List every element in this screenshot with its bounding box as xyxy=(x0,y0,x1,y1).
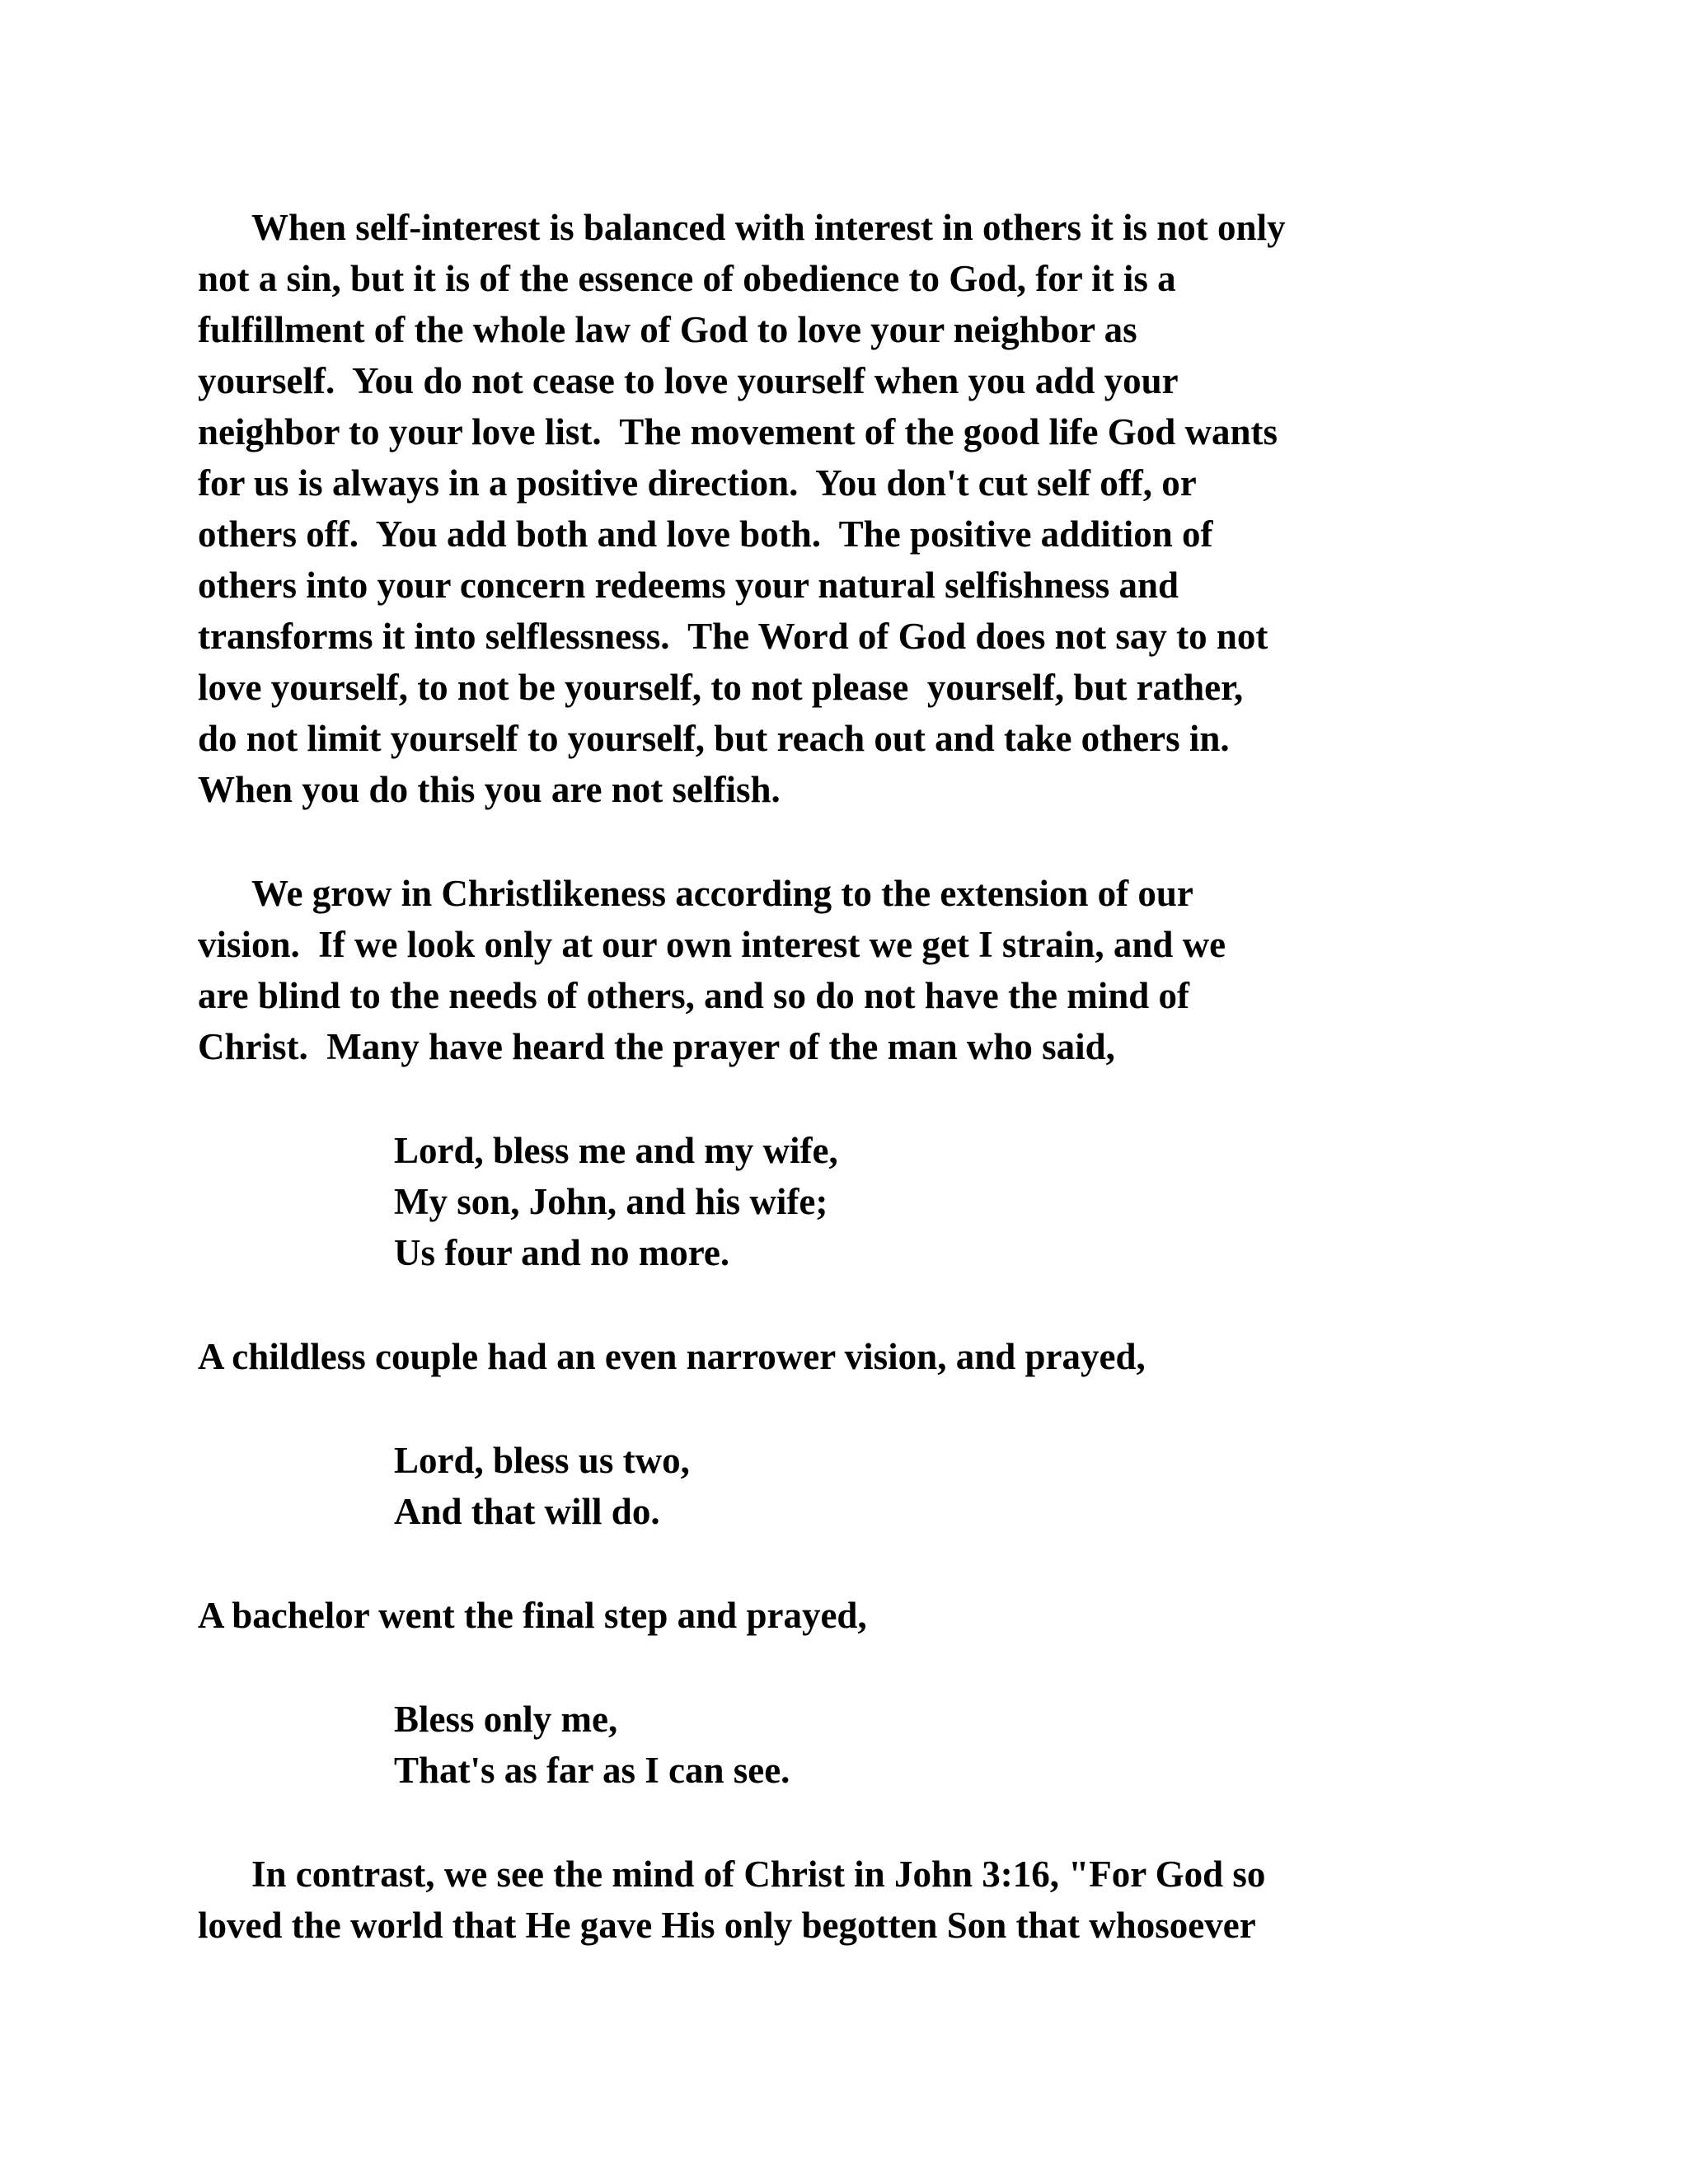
paragraph-2-line: vision. If we look only at our own interest we get I strain, and we xyxy=(198,924,1226,965)
paragraph-1-line: neighbor to your love list. The movement of the good life God wants xyxy=(198,411,1278,452)
childless-couple-line: A childless couple had an even narrower vision, and prayed, xyxy=(198,1336,1146,1377)
verse-1-line: My son, John, and his wife; xyxy=(394,1181,828,1222)
paragraph-3-line: loved the world that He gave His only begotten Son that whosoever xyxy=(198,1905,1256,1946)
paragraph-2-line: are blind to the needs of others, and so do not have the mind of xyxy=(198,975,1190,1016)
verse-2-line: Lord, bless us two, xyxy=(394,1440,690,1481)
paragraph-1-line: for us is always in a positive direction. You don't cut self off, or xyxy=(198,462,1197,504)
paragraph-1-line: love yourself, to not be yourself, to not please yourself, but rather, xyxy=(198,667,1244,708)
verse-1-line: Lord, bless me and my wife, xyxy=(394,1130,838,1171)
paragraph-1-line: others off. You add both and love both. The positive addition of xyxy=(198,513,1213,555)
paragraph-1-line: yourself. You do not cease to love yourself when you add your xyxy=(198,360,1179,401)
paragraph-1-line: fulfillment of the whole law of God to love your neighbor as xyxy=(198,309,1137,350)
paragraph-2-line: We grow in Christlikeness according to the extension of our xyxy=(251,873,1193,914)
paragraph-1-line: transforms it into selflessness. The Word of God does not say to not xyxy=(198,616,1268,657)
bachelor-line: A bachelor went the final step and prayed, xyxy=(198,1595,867,1636)
paragraph-1-line: do not limit yourself to yourself, but reach out and take others in. xyxy=(198,718,1230,759)
verse-3-line: That's as far as I can see. xyxy=(394,1750,790,1791)
verse-3-line: Bless only me, xyxy=(394,1699,618,1740)
paragraph-1-line: When self-interest is balanced with interest in others it is not only xyxy=(251,207,1286,248)
verse-1-line: Us four and no more. xyxy=(394,1232,730,1273)
paragraph-1-line: others into your concern redeems your natural selfishness and xyxy=(198,565,1179,606)
paragraph-1-line: not a sin, but it is of the essence of obedience to God, for it is a xyxy=(198,258,1176,299)
verse-2-line: And that will do. xyxy=(394,1491,660,1532)
paragraph-2-line: Christ. Many have heard the prayer of the man who said, xyxy=(198,1026,1115,1067)
paragraph-3-line: In contrast, we see the mind of Christ in John 3:16, "For God so xyxy=(251,1854,1266,1895)
paragraph-1-line: When you do this you are not selfish. xyxy=(198,769,781,810)
